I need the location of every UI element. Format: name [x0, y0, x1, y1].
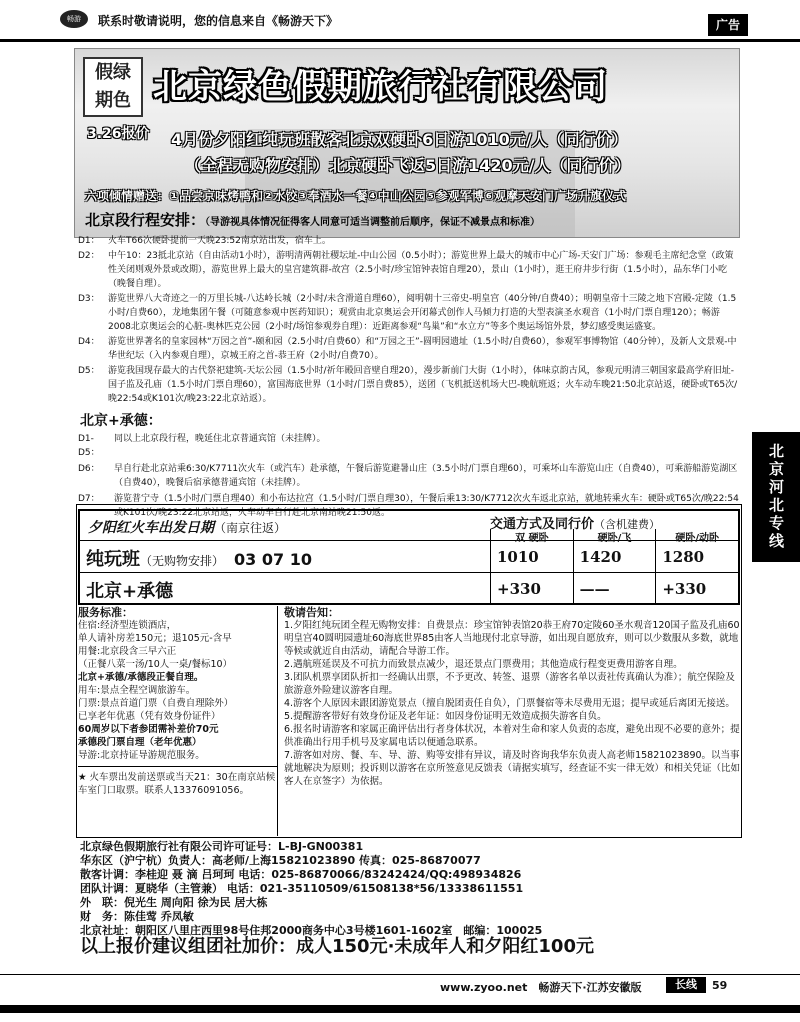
- ad-badge: 广告: [708, 14, 748, 36]
- price-cell: ——: [573, 573, 656, 605]
- price-table: [78, 509, 740, 605]
- price-columns: [490, 529, 738, 544]
- col-header: 双 硬卧: [490, 529, 573, 541]
- col-header: 硬卧/动卧: [655, 529, 738, 541]
- chengde-title: 北京+承德：: [80, 413, 162, 429]
- price-cell: 1420: [573, 541, 656, 573]
- col-header: 硬卧/飞: [573, 529, 656, 541]
- footer-bar: [0, 1005, 800, 1013]
- price-cell: +330: [490, 573, 573, 605]
- day-row: D7： 游览普宁寺（1.5小时/门票自理40）和小布达拉宫（1.5小时/门票自理30），午餐后乘13:30/K7712次火车返北京站，就地转乘火车：硬卧或T65次/晚22:54或K101次/晚23:22北京站返，火车动车自行赴北京南站晚21:50返。: [78, 494, 739, 518]
- page-footer: [0, 974, 800, 1022]
- schedule-heading: 北京段行程安排：（导游视具体情况征得客人同意可适当调整前后顺序，保证不减景点和标准）: [85, 211, 541, 229]
- brand-stamp: 假绿 期色: [83, 57, 143, 117]
- day-row: D5： 游览我国现存最大的古代祭祀建筑-天坛公园（1.5小时/祈年殿回音壁自理20），漫步新前门大街（1小时），体味京韵古风，参观元明清三朝国家最高学府旧址-国子监及孔庙（1.5小时/门票自理60），富国海底世界（1小时/门票自费85），送团（飞机抵送机场大巴-晚航班返；火车动车晚21:50北京站返，硬卧或T65次/晚22:54或K101次/晚23:22北京站返）。: [78, 366, 738, 404]
- service-standards: 服务标准： 住宿:经济型连锁酒店， 单人请补房差150元；退105元-含早 用餐:北京段含三早六正 （正餐八菜一汤/10人一桌/餐标10） 北京+承德/承德段正餐自理。 用车:景点全程空调旅游车。 门票:景点首道门票（自费自理除外） 已享老年优惠（凭有效身份证件） 60周岁以下者参团需补差价70元 承德段门票自理（老年优惠） 导游:北京持证导游规范服务。 ★ 火车票出发前送票或当天21：30在南京站候车室门口取票。联系人13376091056。: [78, 606, 278, 836]
- departure-title: 夕阳红火车出发日期（南京往返）: [88, 520, 287, 536]
- line-badge: 长线: [666, 977, 706, 993]
- price-date: 3.26报价: [87, 126, 150, 142]
- magazine-logo: 畅游: [60, 10, 88, 28]
- contact-info: 北京绿色假期旅行社有限公司许可证号：L-BJ-GN00381 华东区（沪宁杭）负责人：高老师/上海15821023890 传真：025-86870077 散客计调：李桂迎 聂 滴 吕珂珂 电话：025-86870066/83242424/QQ:498934826 团队计调：夏晓华（主管兼） 电话：021-35110509/61508138*56/13338611551 外 联：倪光生 周向阳 徐为民 居大栋 财 务：陈佳莺 乔凤敏 北京社址：朝阳区八里庄西里98号住邦2000商务中心3号楼1601-1602室 邮编：100025: [80, 840, 543, 937]
- gift-list: 六项倾情赠送：①品尝京味烤鸭和②水饺③奉酒水一餐④中山公园⑤参观军博⑥观摩天安门广场升旗仪式: [85, 189, 626, 203]
- source-note: 联系时敬请说明，您的信息来自《畅游天下》: [98, 14, 339, 28]
- hero-banner: [74, 48, 740, 238]
- price-cell: 1280: [655, 541, 738, 573]
- train-ticket-note: ★ 火车票出发前送票或当天21：30在南京站候车室门口取票。联系人13376091056。: [78, 766, 278, 797]
- company-name: 北京绿色假期旅行社有限公司: [153, 67, 608, 107]
- top-bar: [0, 0, 800, 42]
- day-row: D1： 火车T66次硬卧提前一天晚23:52南京站出发，宿车上。: [78, 236, 331, 246]
- day-row: D2： 中午10：23抵北京站（自由活动1小时），游明清两朝社稷坛址-中山公园（0.5小时）；游览世界上最大的城市中心广场-天安门广场：参观毛主席纪念堂（政策性关闭则观外景或改期），游览世界上最大的皇宫建筑群-故宫（2.5小时/珍宝馆钟表馆自理20），景山（1小时），逛王府井步行街（1.5小时），品东华门小吃（晚餐自理）。: [78, 251, 734, 289]
- price-cell: +330: [655, 573, 738, 605]
- day-row: D1-D5： 同以上北京段行程，晚延住北京普通宾馆（未挂牌）。: [78, 434, 326, 458]
- day-row: D6： 早自行赴北京站乘6:30/K7711次火车（或汽车）赴承德，午餐后游览避暑山庄（3.5小时/门票自理60），可乘坏山车游览山庄（自费40），可乘游船游览湖区（自费40），晚餐后宿承德普通宾馆（未挂牌）。: [78, 464, 738, 488]
- page-number: 59: [712, 979, 728, 992]
- price-cell: 1010: [490, 541, 573, 573]
- transport-title: 交通方式及同行价（含机建费）: [490, 517, 661, 532]
- day-row: D3： 游览世界八大奇迹之一的万里长城-八达岭长城（2小时/未含滑道自理60），阅明朝十三帝史-明皇宫（40分钟/自费40）；明朝皇帝十三陵之地下宫殿-定陵（1.5小时/自费60），龙地集团午餐（可随意参观中医药知识）；观赏由北京奥运会开闭幕式创作人马倾力打造的大型表演圣水观音（1小时/门票自理120）；畅游2008北京奥运会的心脏-奥林匹克公园（2小时/场馆参观券自理）：近距离参观“鸟巢”和“水立方”等多个奥运场馆外景，梦幻感受奥运盛宴。: [78, 294, 737, 332]
- markup-promo: 以上报价建议组团社加价：成人150元·未成年人和夕阳红100元: [80, 936, 594, 957]
- headline-1: 4月份夕阳红纯玩班散客北京双硬卧6日游1010元/人（同行价）: [171, 130, 628, 149]
- beijing-itinerary: [78, 234, 740, 407]
- headline-2: （全程无购物安排）北京硬卧飞返5日游1420元/人（同行价）: [185, 156, 631, 175]
- table-row: 纯玩班（无购物安排） 03 07 10 1010 1420 1280: [80, 541, 738, 573]
- day-row: D4： 游览世界著名的皇家园林“万园之首”-颐和园（2.5小时/自费60）和“万园之王”-圆明园遗址（1.5小时/自费60），参观军事博物馆（40分钟），及新人文景观-中华世纪坛（入内参观自理），京城王府之首-恭王府（2小时/自费70）。: [78, 337, 737, 361]
- notice-section: 敬请告知： 1.夕阳红纯玩团全程无购物安排：自费景点：珍宝馆钟表馆20恭王府70定陵60圣水观音120国子监及孔庙60明皇宫40圆明园遗址60海底世界85由客人当地现付北京导游，如出现自愿放弃，则可以少数服从多数，就地等候或就近自由活动，请配合导游工作。 2.遇航班延误及不可抗力而致景点减少，退还景点门票费用；其他造成行程变更费用游客自理。 3.团队机票享团队折扣一经确认出票，不予更改、转签、退票（游客名单以责社传真确认为准）；航空保险及旅游意外险建议游客自理。 4.游客个人原因未跟团游览景点（擅自脱团责任自负），门票餐宿等未尽费用无退；提早或延后离团无接送。 5.提醒游客带好有效身份证及老年证：如因身份证明无效造成损失游客自负。 6.报名时请游客和家属正确评估出行者身体状况，本着对生命和家人负责的态度，避免出现不必要的意外；提供准确出行用手机号及家属电话以便通急联系。 7.游客如对房、餐、车、导、游、购等安排有异议，请及时咨询我华东负责人高老师15821023890。以当事就地解决为原则；投诉则以游客在京所签意见反馈表（请据实填写，经查证不实一律无效）和相关凭证（比如客人在京签字）为依据。: [284, 606, 741, 787]
- footer-site[interactable]: www.zyoo.net 畅游天下·江苏安徽版: [440, 981, 642, 994]
- section-side-tab: 北京河北专线: [752, 432, 800, 562]
- table-row: 北京+承德 +330 —— +330: [80, 573, 738, 605]
